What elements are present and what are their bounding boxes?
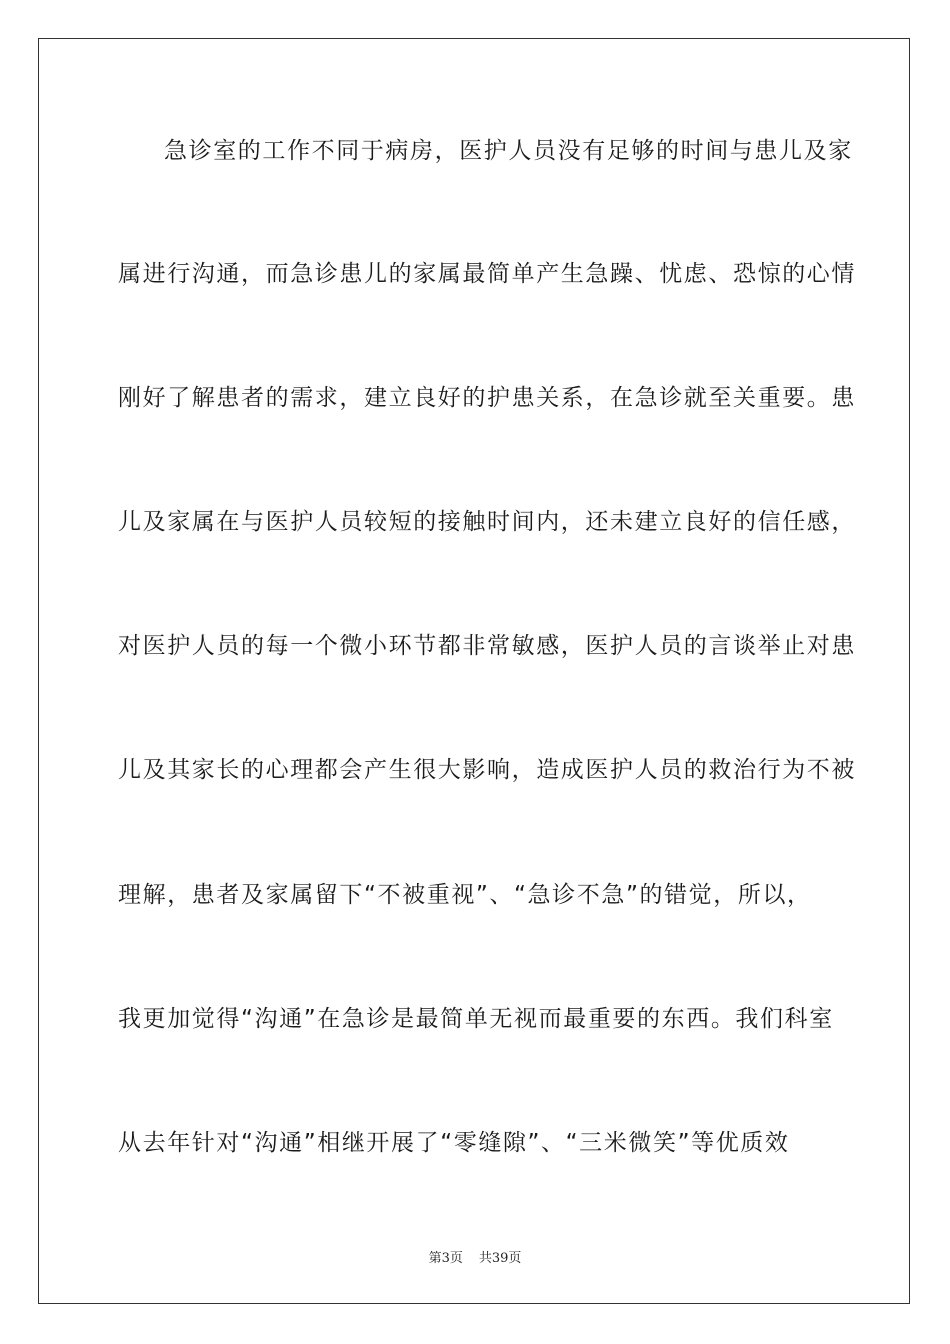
paragraph-line: 儿及家属在与医护人员较短的接触时间内，还未建立良好的信任感， bbox=[118, 509, 856, 535]
page-number-current: 第3页 bbox=[428, 1251, 463, 1266]
paragraph-line: 从去年针对“沟通”相继开展了“零缝隙”、“三米微笑”等优质效 bbox=[118, 1130, 790, 1156]
paragraph-line: 属进行沟通，而急诊患儿的家属最简单产生急躁、忧虑、恐惊的心情 bbox=[118, 261, 856, 287]
page-footer bbox=[0, 1247, 950, 1266]
paragraph-line: 对医护人员的每一个微小环节都非常敏感，医护人员的言谈举止对患 bbox=[118, 633, 856, 659]
paragraph-line: 急诊室的工作不同于病房，医护人员没有足够的时间与患儿及家 bbox=[164, 138, 853, 164]
paragraph-line: 刚好了解患者的需求，建立良好的护患关系，在急诊就至关重要。患 bbox=[118, 385, 856, 411]
paragraph-line: 我更加觉得“沟通”在急诊是最简单无视而最重要的东西。我们科室 bbox=[118, 1006, 834, 1032]
paragraph-line: 儿及其家长的心理都会产生很大影响，造成医护人员的救治行为不被 bbox=[118, 757, 856, 783]
page-border bbox=[38, 38, 910, 1304]
paragraph-line: 理解，患者及家属留下“不被重视”、“急诊不急”的错觉，所以， bbox=[118, 882, 812, 908]
page-number-total: 共39页 bbox=[478, 1251, 522, 1266]
